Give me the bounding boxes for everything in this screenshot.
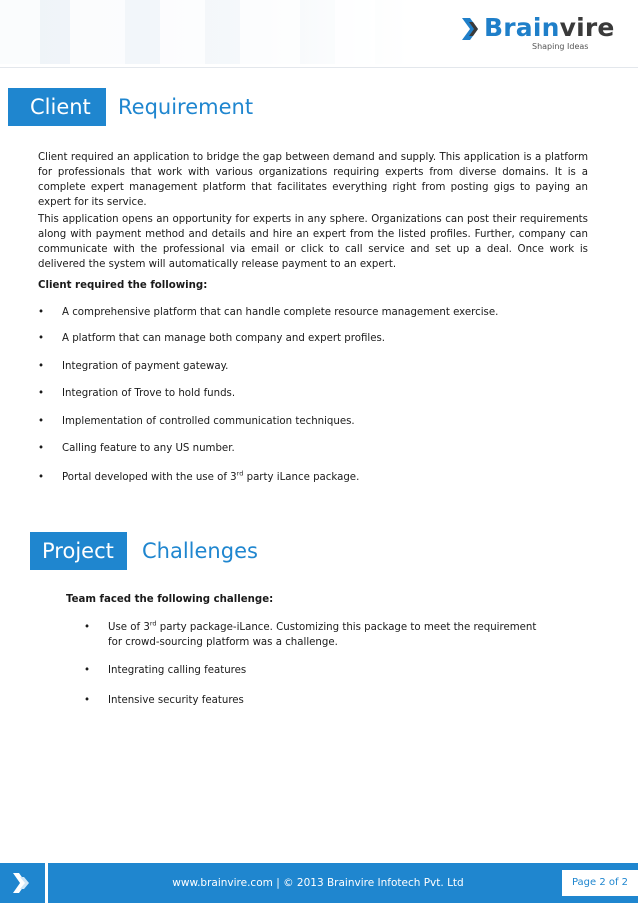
chevron-logo-icon — [0, 863, 45, 903]
section-title-text: Challenges — [142, 539, 258, 563]
list-item-text — [108, 620, 536, 635]
page-number: Page 2 of 2 — [562, 870, 638, 896]
list-item-text — [62, 470, 359, 485]
bullet-icon: • — [38, 307, 45, 318]
bullet-icon: • — [38, 388, 45, 399]
ordinal-suffix: rd — [149, 619, 157, 628]
section-title-box — [8, 88, 106, 126]
brand-logo — [462, 12, 615, 52]
project-section-header — [0, 532, 638, 570]
list-item-text: A comprehensive platform that can handle complete resource management exercise. — [62, 307, 499, 318]
bullet-icon: • — [38, 472, 45, 483]
list-item-text: Integration of Trove to hold funds. — [62, 388, 236, 399]
bullet-icon: • — [38, 443, 45, 454]
footer-logo-box — [0, 863, 45, 903]
list-item-text: Calling feature to any US number. — [62, 443, 235, 454]
section-title-box-text: Client — [30, 95, 91, 119]
list-item-text: A platform that can manage both company and expert profiles. — [62, 333, 386, 344]
footer-copyright: www.brainvire.com | © 2013 Brainvire Infotech Pvt. Ltd — [172, 877, 464, 889]
decor-tile — [0, 0, 40, 64]
bullet-icon: • — [38, 416, 45, 427]
bullet-icon: • — [84, 695, 91, 706]
list-item-text: Implementation of controlled communication techniques. — [62, 416, 355, 427]
decor-tile — [335, 0, 375, 64]
section-title-box — [30, 532, 127, 570]
chevron-logo-icon — [462, 18, 482, 40]
list-item-text-part: party iLance package. — [243, 472, 360, 483]
list-item-text-part: Portal developed with the use of 3 — [62, 472, 237, 483]
bullet-icon: • — [38, 333, 45, 344]
bullet-icon: • — [84, 622, 91, 633]
list-item-text: Integrating calling features — [108, 665, 247, 676]
ordinal-suffix: rd — [236, 469, 244, 478]
list-item-text-part: party package-iLance. Customizing this package to meet the requirement — [156, 622, 537, 633]
list-item-text: Integration of payment gateway. — [62, 361, 229, 372]
section-title-box-text: Project — [42, 539, 114, 563]
list-item-text: Intensive security features — [108, 695, 244, 706]
brand-name-part2: vire — [559, 13, 615, 42]
project-list-heading: Team faced the following challenge: — [66, 594, 274, 605]
decor-tile — [70, 0, 125, 64]
brand-tagline: Shaping Ideas — [532, 42, 589, 51]
brand-name-part1: Brain — [484, 13, 560, 42]
brand-name — [484, 12, 615, 44]
client-paragraph-2: This application opens an opportunity for experts in any sphere. Organizations can post their requirements along with payment method and details and hire an expert from the listed profiles. Further, company can communicate with the professional via email or click to call service and set up a deal. Once work is delivered the system will automatically release payment to an expert. — [38, 214, 588, 270]
bullet-icon: • — [84, 665, 91, 676]
list-item-text-part: Use of 3 — [108, 622, 150, 633]
bullet-icon: • — [38, 361, 45, 372]
client-paragraph-1: Client required an application to bridge the gap between demand and supply. This application is a platform for professionals that work with various organizations requiring experts from diverse domains. It is a complete expert management platform that facilitates everything right from posting gigs to paying an expert for its service. — [38, 152, 588, 208]
client-section-header — [0, 88, 638, 126]
list-item-text-continuation: for crowd-sourcing platform was a challenge. — [108, 637, 338, 648]
decor-tile — [160, 0, 205, 64]
header-decoration — [0, 0, 410, 64]
client-list-heading: Client required the following: — [38, 280, 208, 291]
header-divider — [0, 67, 638, 68]
section-title-text: Requirement — [118, 95, 254, 119]
decor-tile — [240, 0, 300, 64]
list-item — [84, 620, 584, 652]
